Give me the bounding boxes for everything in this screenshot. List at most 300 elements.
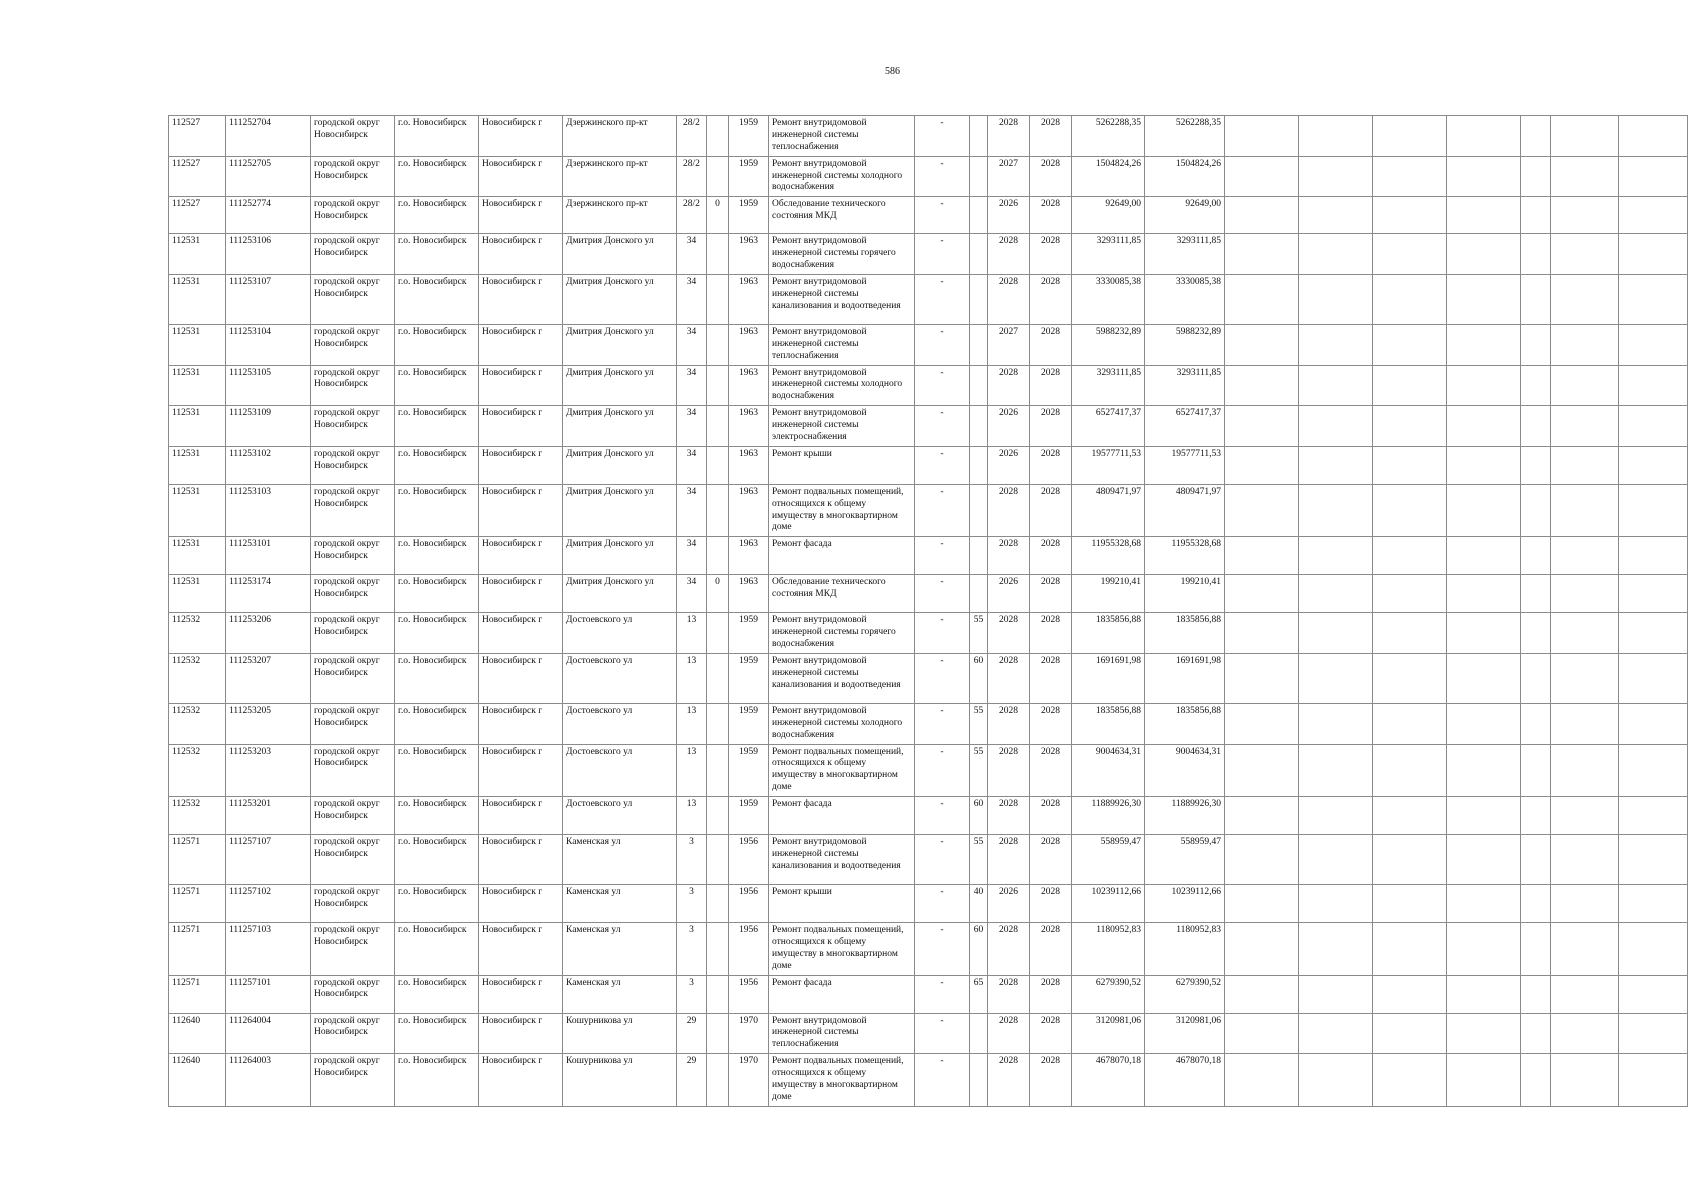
cell-plan-year: 2028 bbox=[988, 613, 1030, 654]
cell-extra-1 bbox=[1225, 156, 1299, 197]
cell-work-type: Ремонт внутридомовой инженерной системы канализования и водоотведения bbox=[769, 835, 915, 885]
cell-extra-1 bbox=[1225, 835, 1299, 885]
cell-building bbox=[707, 975, 729, 1013]
cell-work-type: Ремонт подвальных помещений, относящихся к общему имуществу в многоквартирном доме bbox=[769, 484, 915, 537]
cell-cost: 1691691,98 bbox=[1072, 653, 1145, 703]
cell-build-year: 1963 bbox=[729, 324, 769, 365]
cell-street: Дмитрия Донского ул bbox=[563, 446, 677, 484]
cell-extra-4 bbox=[1447, 703, 1521, 744]
cell-end-year: 2028 bbox=[1030, 835, 1072, 885]
cell-plan-year: 2028 bbox=[988, 975, 1030, 1013]
cell-cost: 6527417,37 bbox=[1072, 406, 1145, 447]
cell-dash: - bbox=[915, 885, 970, 923]
cell-municipal-district: городской округ Новосибирск bbox=[311, 537, 395, 575]
cell-extra-3 bbox=[1373, 1054, 1447, 1107]
cell-plan-year: 2026 bbox=[988, 446, 1030, 484]
cell-build-year: 1970 bbox=[729, 1013, 769, 1054]
cell-extra-3 bbox=[1373, 324, 1447, 365]
cell-street: Дмитрия Донского ул bbox=[563, 324, 677, 365]
cell-extra-6 bbox=[1551, 744, 1619, 797]
cell-street: Достоевского ул bbox=[563, 744, 677, 797]
cell-total-cost: 19577711,53 bbox=[1145, 446, 1225, 484]
cell-municipality: г.о. Новосибирск bbox=[395, 484, 479, 537]
cell-plan-year: 2026 bbox=[988, 885, 1030, 923]
cell-dash: - bbox=[915, 923, 970, 976]
cell-municipal-district: городской округ Новосибирск bbox=[311, 613, 395, 654]
cell-locality: Новосибирск г bbox=[479, 484, 563, 537]
cell-extra-5 bbox=[1521, 446, 1551, 484]
cell-dash: - bbox=[915, 975, 970, 1013]
cell-extra-3 bbox=[1373, 613, 1447, 654]
cell-extra-7 bbox=[1619, 1013, 1688, 1054]
cell-extra-6 bbox=[1551, 1054, 1619, 1107]
cell-plan-year: 2028 bbox=[988, 116, 1030, 157]
cell-dash: - bbox=[915, 197, 970, 234]
cell-build-year: 1959 bbox=[729, 797, 769, 835]
cell-plan-year: 2028 bbox=[988, 1013, 1030, 1054]
page-number: 586 bbox=[885, 66, 900, 77]
cell-extra-1 bbox=[1225, 885, 1299, 923]
cell-total-cost: 1835856,88 bbox=[1145, 613, 1225, 654]
cell-extra-2 bbox=[1299, 797, 1373, 835]
cell-end-year: 2028 bbox=[1030, 274, 1072, 324]
cell-program-id: 112640 bbox=[169, 1013, 226, 1054]
cell-total-cost: 558959,47 bbox=[1145, 835, 1225, 885]
cell-dash: - bbox=[915, 234, 970, 275]
cell-plan-year: 2028 bbox=[988, 537, 1030, 575]
cell-dash: - bbox=[915, 1013, 970, 1054]
cell-street: Дзержинского пр-кт bbox=[563, 156, 677, 197]
cell-extra-6 bbox=[1551, 446, 1619, 484]
cell-extra-2 bbox=[1299, 156, 1373, 197]
table-row bbox=[169, 744, 1688, 797]
cell-extra-6 bbox=[1551, 703, 1619, 744]
cell-municipality: г.о. Новосибирск bbox=[395, 156, 479, 197]
cell-work-type: Ремонт внутридомовой инженерной системы электроснабжения bbox=[769, 406, 915, 447]
cell-extra-7 bbox=[1619, 613, 1688, 654]
cell-build-year: 1963 bbox=[729, 484, 769, 537]
cell-extra-2 bbox=[1299, 575, 1373, 613]
cell-program-id: 112571 bbox=[169, 835, 226, 885]
cell-extra-3 bbox=[1373, 885, 1447, 923]
cell-plan-year: 2028 bbox=[988, 653, 1030, 703]
cell-dash: - bbox=[915, 156, 970, 197]
cell-building bbox=[707, 274, 729, 324]
cell-work-id: 111264004 bbox=[226, 1013, 311, 1054]
cell-municipal-district: городской округ Новосибирск bbox=[311, 446, 395, 484]
cell-extra-4 bbox=[1447, 744, 1521, 797]
cell-extra-6 bbox=[1551, 923, 1619, 976]
cell-extra-5 bbox=[1521, 885, 1551, 923]
cell-locality: Новосибирск г bbox=[479, 885, 563, 923]
cell-house-number: 34 bbox=[677, 365, 707, 406]
table-row bbox=[169, 835, 1688, 885]
cell-municipal-district: городской округ Новосибирск bbox=[311, 1054, 395, 1107]
cell-dash: - bbox=[915, 797, 970, 835]
cell-extra-2 bbox=[1299, 116, 1373, 157]
cell-extra-5 bbox=[1521, 274, 1551, 324]
cell-work-id: 111253107 bbox=[226, 274, 311, 324]
cell-extra-1 bbox=[1225, 197, 1299, 234]
cell-dash: - bbox=[915, 365, 970, 406]
cell-house-number: 28/2 bbox=[677, 197, 707, 234]
cell-build-year: 1963 bbox=[729, 406, 769, 447]
cell-extra-3 bbox=[1373, 1013, 1447, 1054]
cell-work-type: Ремонт внутридомовой инженерной системы холодного водоснабжения bbox=[769, 703, 915, 744]
cell-wear-percent: 55 bbox=[970, 703, 988, 744]
cell-end-year: 2028 bbox=[1030, 116, 1072, 157]
cell-total-cost: 11955328,68 bbox=[1145, 537, 1225, 575]
cell-end-year: 2028 bbox=[1030, 923, 1072, 976]
table-row bbox=[169, 797, 1688, 835]
cell-extra-6 bbox=[1551, 274, 1619, 324]
table-row bbox=[169, 365, 1688, 406]
cell-extra-3 bbox=[1373, 234, 1447, 275]
cell-build-year: 1959 bbox=[729, 156, 769, 197]
cell-program-id: 112532 bbox=[169, 653, 226, 703]
cell-locality: Новосибирск г bbox=[479, 923, 563, 976]
cell-extra-3 bbox=[1373, 575, 1447, 613]
cell-extra-1 bbox=[1225, 1013, 1299, 1054]
cell-work-type: Ремонт внутридомовой инженерной системы горячего водоснабжения bbox=[769, 234, 915, 275]
cell-extra-6 bbox=[1551, 653, 1619, 703]
cell-cost: 11889926,30 bbox=[1072, 797, 1145, 835]
table-row bbox=[169, 234, 1688, 275]
cell-extra-1 bbox=[1225, 365, 1299, 406]
cell-house-number: 28/2 bbox=[677, 156, 707, 197]
cell-extra-1 bbox=[1225, 613, 1299, 654]
cell-building bbox=[707, 324, 729, 365]
cell-extra-6 bbox=[1551, 575, 1619, 613]
cell-plan-year: 2028 bbox=[988, 703, 1030, 744]
cell-extra-3 bbox=[1373, 744, 1447, 797]
cell-street: Кошурникова ул bbox=[563, 1054, 677, 1107]
cell-total-cost: 9004634,31 bbox=[1145, 744, 1225, 797]
cell-dash: - bbox=[915, 703, 970, 744]
cell-program-id: 112527 bbox=[169, 116, 226, 157]
cell-plan-year: 2028 bbox=[988, 484, 1030, 537]
cell-extra-5 bbox=[1521, 613, 1551, 654]
cell-locality: Новосибирск г bbox=[479, 797, 563, 835]
cell-locality: Новосибирск г bbox=[479, 1054, 563, 1107]
cell-dash: - bbox=[915, 484, 970, 537]
cell-extra-2 bbox=[1299, 885, 1373, 923]
cell-extra-2 bbox=[1299, 653, 1373, 703]
cell-extra-5 bbox=[1521, 156, 1551, 197]
cell-extra-2 bbox=[1299, 703, 1373, 744]
cell-work-id: 111253102 bbox=[226, 446, 311, 484]
cell-extra-2 bbox=[1299, 975, 1373, 1013]
cell-plan-year: 2026 bbox=[988, 197, 1030, 234]
cell-wear-percent bbox=[970, 1013, 988, 1054]
cell-build-year: 1959 bbox=[729, 703, 769, 744]
cell-municipality: г.о. Новосибирск bbox=[395, 406, 479, 447]
cell-dash: - bbox=[915, 406, 970, 447]
cell-extra-3 bbox=[1373, 484, 1447, 537]
cell-end-year: 2028 bbox=[1030, 406, 1072, 447]
cell-municipal-district: городской округ Новосибирск bbox=[311, 365, 395, 406]
table-row bbox=[169, 156, 1688, 197]
cell-extra-3 bbox=[1373, 116, 1447, 157]
cell-cost: 5262288,35 bbox=[1072, 116, 1145, 157]
cell-total-cost: 4678070,18 bbox=[1145, 1054, 1225, 1107]
cell-extra-4 bbox=[1447, 975, 1521, 1013]
cell-street: Каменская ул bbox=[563, 923, 677, 976]
cell-plan-year: 2026 bbox=[988, 575, 1030, 613]
cell-cost: 5988232,89 bbox=[1072, 324, 1145, 365]
cell-total-cost: 1835856,88 bbox=[1145, 703, 1225, 744]
cell-municipal-district: городской округ Новосибирск bbox=[311, 197, 395, 234]
cell-total-cost: 3330085,38 bbox=[1145, 274, 1225, 324]
cell-program-id: 112571 bbox=[169, 885, 226, 923]
cell-wear-percent: 55 bbox=[970, 744, 988, 797]
cell-end-year: 2028 bbox=[1030, 537, 1072, 575]
cell-work-type: Ремонт внутридомовой инженерной системы канализования и водоотведения bbox=[769, 653, 915, 703]
cell-street: Достоевского ул bbox=[563, 613, 677, 654]
cell-extra-4 bbox=[1447, 484, 1521, 537]
cell-build-year: 1963 bbox=[729, 446, 769, 484]
cell-extra-7 bbox=[1619, 274, 1688, 324]
cell-build-year: 1963 bbox=[729, 365, 769, 406]
cell-work-type: Ремонт крыши bbox=[769, 446, 915, 484]
cell-extra-4 bbox=[1447, 1054, 1521, 1107]
cell-extra-3 bbox=[1373, 446, 1447, 484]
cell-extra-5 bbox=[1521, 197, 1551, 234]
cell-municipal-district: городской округ Новосибирск bbox=[311, 835, 395, 885]
cell-work-type: Ремонт фасада bbox=[769, 537, 915, 575]
table-row bbox=[169, 653, 1688, 703]
cell-extra-2 bbox=[1299, 365, 1373, 406]
cell-extra-4 bbox=[1447, 365, 1521, 406]
cell-extra-2 bbox=[1299, 835, 1373, 885]
cell-locality: Новосибирск г bbox=[479, 744, 563, 797]
cell-building: 0 bbox=[707, 197, 729, 234]
cell-dash: - bbox=[915, 446, 970, 484]
cell-building: 0 bbox=[707, 575, 729, 613]
cell-extra-6 bbox=[1551, 885, 1619, 923]
cell-build-year: 1963 bbox=[729, 234, 769, 275]
cell-locality: Новосибирск г bbox=[479, 575, 563, 613]
table-row bbox=[169, 446, 1688, 484]
cell-building bbox=[707, 537, 729, 575]
cell-street: Дзержинского пр-кт bbox=[563, 197, 677, 234]
cell-cost: 9004634,31 bbox=[1072, 744, 1145, 797]
cell-work-type: Ремонт внутридомовой инженерной системы канализования и водоотведения bbox=[769, 274, 915, 324]
cell-extra-5 bbox=[1521, 1013, 1551, 1054]
cell-cost: 11955328,68 bbox=[1072, 537, 1145, 575]
cell-municipality: г.о. Новосибирск bbox=[395, 234, 479, 275]
cell-extra-4 bbox=[1447, 197, 1521, 234]
cell-municipality: г.о. Новосибирск bbox=[395, 446, 479, 484]
cell-municipality: г.о. Новосибирск bbox=[395, 797, 479, 835]
cell-work-type: Ремонт внутридомовой инженерной системы холодного водоснабжения bbox=[769, 156, 915, 197]
cell-building bbox=[707, 923, 729, 976]
cell-house-number: 3 bbox=[677, 885, 707, 923]
cell-extra-2 bbox=[1299, 274, 1373, 324]
cell-cost: 199210,41 bbox=[1072, 575, 1145, 613]
cell-locality: Новосибирск г bbox=[479, 975, 563, 1013]
cell-house-number: 34 bbox=[677, 484, 707, 537]
cell-wear-percent bbox=[970, 156, 988, 197]
cell-extra-5 bbox=[1521, 797, 1551, 835]
cell-house-number: 34 bbox=[677, 446, 707, 484]
cell-extra-7 bbox=[1619, 1054, 1688, 1107]
cell-municipality: г.о. Новосибирск bbox=[395, 744, 479, 797]
repair-program-table bbox=[168, 115, 1688, 1107]
cell-extra-5 bbox=[1521, 653, 1551, 703]
cell-build-year: 1956 bbox=[729, 923, 769, 976]
cell-build-year: 1963 bbox=[729, 274, 769, 324]
cell-extra-7 bbox=[1619, 406, 1688, 447]
cell-program-id: 112532 bbox=[169, 744, 226, 797]
cell-building bbox=[707, 653, 729, 703]
cell-wear-percent: 60 bbox=[970, 923, 988, 976]
cell-building bbox=[707, 234, 729, 275]
cell-plan-year: 2028 bbox=[988, 274, 1030, 324]
cell-extra-2 bbox=[1299, 923, 1373, 976]
cell-total-cost: 4809471,97 bbox=[1145, 484, 1225, 537]
cell-total-cost: 199210,41 bbox=[1145, 575, 1225, 613]
cell-total-cost: 10239112,66 bbox=[1145, 885, 1225, 923]
cell-extra-5 bbox=[1521, 835, 1551, 885]
cell-municipality: г.о. Новосибирск bbox=[395, 575, 479, 613]
cell-house-number: 29 bbox=[677, 1013, 707, 1054]
cell-plan-year: 2026 bbox=[988, 406, 1030, 447]
cell-street: Достоевского ул bbox=[563, 703, 677, 744]
cell-work-id: 111253101 bbox=[226, 537, 311, 575]
cell-extra-5 bbox=[1521, 406, 1551, 447]
cell-work-id: 111253103 bbox=[226, 484, 311, 537]
cell-end-year: 2028 bbox=[1030, 653, 1072, 703]
cell-house-number: 34 bbox=[677, 324, 707, 365]
cell-build-year: 1963 bbox=[729, 575, 769, 613]
cell-building bbox=[707, 406, 729, 447]
cell-extra-5 bbox=[1521, 116, 1551, 157]
cell-house-number: 34 bbox=[677, 575, 707, 613]
cell-program-id: 112640 bbox=[169, 1054, 226, 1107]
cell-wear-percent: 60 bbox=[970, 797, 988, 835]
cell-extra-7 bbox=[1619, 197, 1688, 234]
cell-house-number: 13 bbox=[677, 744, 707, 797]
cell-locality: Новосибирск г bbox=[479, 406, 563, 447]
cell-cost: 1835856,88 bbox=[1072, 613, 1145, 654]
cell-extra-5 bbox=[1521, 365, 1551, 406]
cell-plan-year: 2028 bbox=[988, 797, 1030, 835]
cell-total-cost: 1504824,26 bbox=[1145, 156, 1225, 197]
table-row bbox=[169, 1054, 1688, 1107]
cell-extra-7 bbox=[1619, 156, 1688, 197]
cell-work-type: Ремонт внутридомовой инженерной системы теплоснабжения bbox=[769, 324, 915, 365]
cell-extra-2 bbox=[1299, 446, 1373, 484]
cell-extra-6 bbox=[1551, 116, 1619, 157]
cell-extra-6 bbox=[1551, 537, 1619, 575]
cell-extra-1 bbox=[1225, 274, 1299, 324]
cell-locality: Новосибирск г bbox=[479, 156, 563, 197]
cell-plan-year: 2028 bbox=[988, 1054, 1030, 1107]
cell-extra-6 bbox=[1551, 835, 1619, 885]
table-row bbox=[169, 575, 1688, 613]
cell-extra-5 bbox=[1521, 324, 1551, 365]
cell-extra-6 bbox=[1551, 156, 1619, 197]
cell-wear-percent: 55 bbox=[970, 613, 988, 654]
cell-end-year: 2028 bbox=[1030, 197, 1072, 234]
cell-street: Дмитрия Донского ул bbox=[563, 484, 677, 537]
cell-building bbox=[707, 446, 729, 484]
cell-municipal-district: городской округ Новосибирск bbox=[311, 484, 395, 537]
table-row bbox=[169, 613, 1688, 654]
cell-municipality: г.о. Новосибирск bbox=[395, 197, 479, 234]
cell-end-year: 2028 bbox=[1030, 365, 1072, 406]
cell-municipal-district: городской округ Новосибирск bbox=[311, 575, 395, 613]
cell-street: Достоевского ул bbox=[563, 797, 677, 835]
cell-locality: Новосибирск г bbox=[479, 365, 563, 406]
cell-street: Каменская ул bbox=[563, 975, 677, 1013]
cell-cost: 4678070,18 bbox=[1072, 1054, 1145, 1107]
cell-wear-percent bbox=[970, 537, 988, 575]
cell-plan-year: 2027 bbox=[988, 324, 1030, 365]
cell-locality: Новосибирск г bbox=[479, 613, 563, 654]
cell-municipality: г.о. Новосибирск bbox=[395, 885, 479, 923]
cell-extra-3 bbox=[1373, 975, 1447, 1013]
cell-house-number: 13 bbox=[677, 613, 707, 654]
cell-house-number: 29 bbox=[677, 1054, 707, 1107]
cell-street: Каменская ул bbox=[563, 835, 677, 885]
cell-work-id: 111253109 bbox=[226, 406, 311, 447]
cell-extra-1 bbox=[1225, 575, 1299, 613]
cell-building bbox=[707, 156, 729, 197]
cell-extra-4 bbox=[1447, 324, 1521, 365]
cell-street: Каменская ул bbox=[563, 885, 677, 923]
cell-extra-1 bbox=[1225, 975, 1299, 1013]
cell-work-id: 111252704 bbox=[226, 116, 311, 157]
cell-work-type: Ремонт подвальных помещений, относящихся к общему имуществу в многоквартирном доме bbox=[769, 923, 915, 976]
cell-work-type: Ремонт фасада bbox=[769, 797, 915, 835]
cell-municipal-district: городской округ Новосибирск bbox=[311, 156, 395, 197]
cell-total-cost: 92649,00 bbox=[1145, 197, 1225, 234]
cell-cost: 92649,00 bbox=[1072, 197, 1145, 234]
cell-plan-year: 2028 bbox=[988, 923, 1030, 976]
cell-municipality: г.о. Новосибирск bbox=[395, 274, 479, 324]
cell-extra-5 bbox=[1521, 1054, 1551, 1107]
cell-extra-6 bbox=[1551, 1013, 1619, 1054]
cell-municipal-district: городской округ Новосибирск bbox=[311, 1013, 395, 1054]
cell-extra-6 bbox=[1551, 613, 1619, 654]
cell-municipal-district: городской округ Новосибирск bbox=[311, 797, 395, 835]
cell-total-cost: 6279390,52 bbox=[1145, 975, 1225, 1013]
cell-extra-7 bbox=[1619, 797, 1688, 835]
cell-municipality: г.о. Новосибирск bbox=[395, 835, 479, 885]
cell-cost: 19577711,53 bbox=[1072, 446, 1145, 484]
cell-municipal-district: городской округ Новосибирск bbox=[311, 234, 395, 275]
cell-locality: Новосибирск г bbox=[479, 324, 563, 365]
cell-total-cost: 3293111,85 bbox=[1145, 234, 1225, 275]
cell-municipal-district: городской округ Новосибирск bbox=[311, 653, 395, 703]
cell-cost: 558959,47 bbox=[1072, 835, 1145, 885]
cell-extra-6 bbox=[1551, 197, 1619, 234]
cell-extra-4 bbox=[1447, 835, 1521, 885]
cell-total-cost: 3120981,06 bbox=[1145, 1013, 1225, 1054]
cell-extra-7 bbox=[1619, 575, 1688, 613]
cell-street: Дмитрия Донского ул bbox=[563, 274, 677, 324]
cell-dash: - bbox=[915, 116, 970, 157]
cell-work-id: 111252705 bbox=[226, 156, 311, 197]
cell-extra-3 bbox=[1373, 797, 1447, 835]
cell-cost: 1835856,88 bbox=[1072, 703, 1145, 744]
cell-extra-2 bbox=[1299, 1054, 1373, 1107]
cell-municipal-district: городской округ Новосибирск bbox=[311, 116, 395, 157]
cell-total-cost: 5262288,35 bbox=[1145, 116, 1225, 157]
cell-house-number: 13 bbox=[677, 703, 707, 744]
